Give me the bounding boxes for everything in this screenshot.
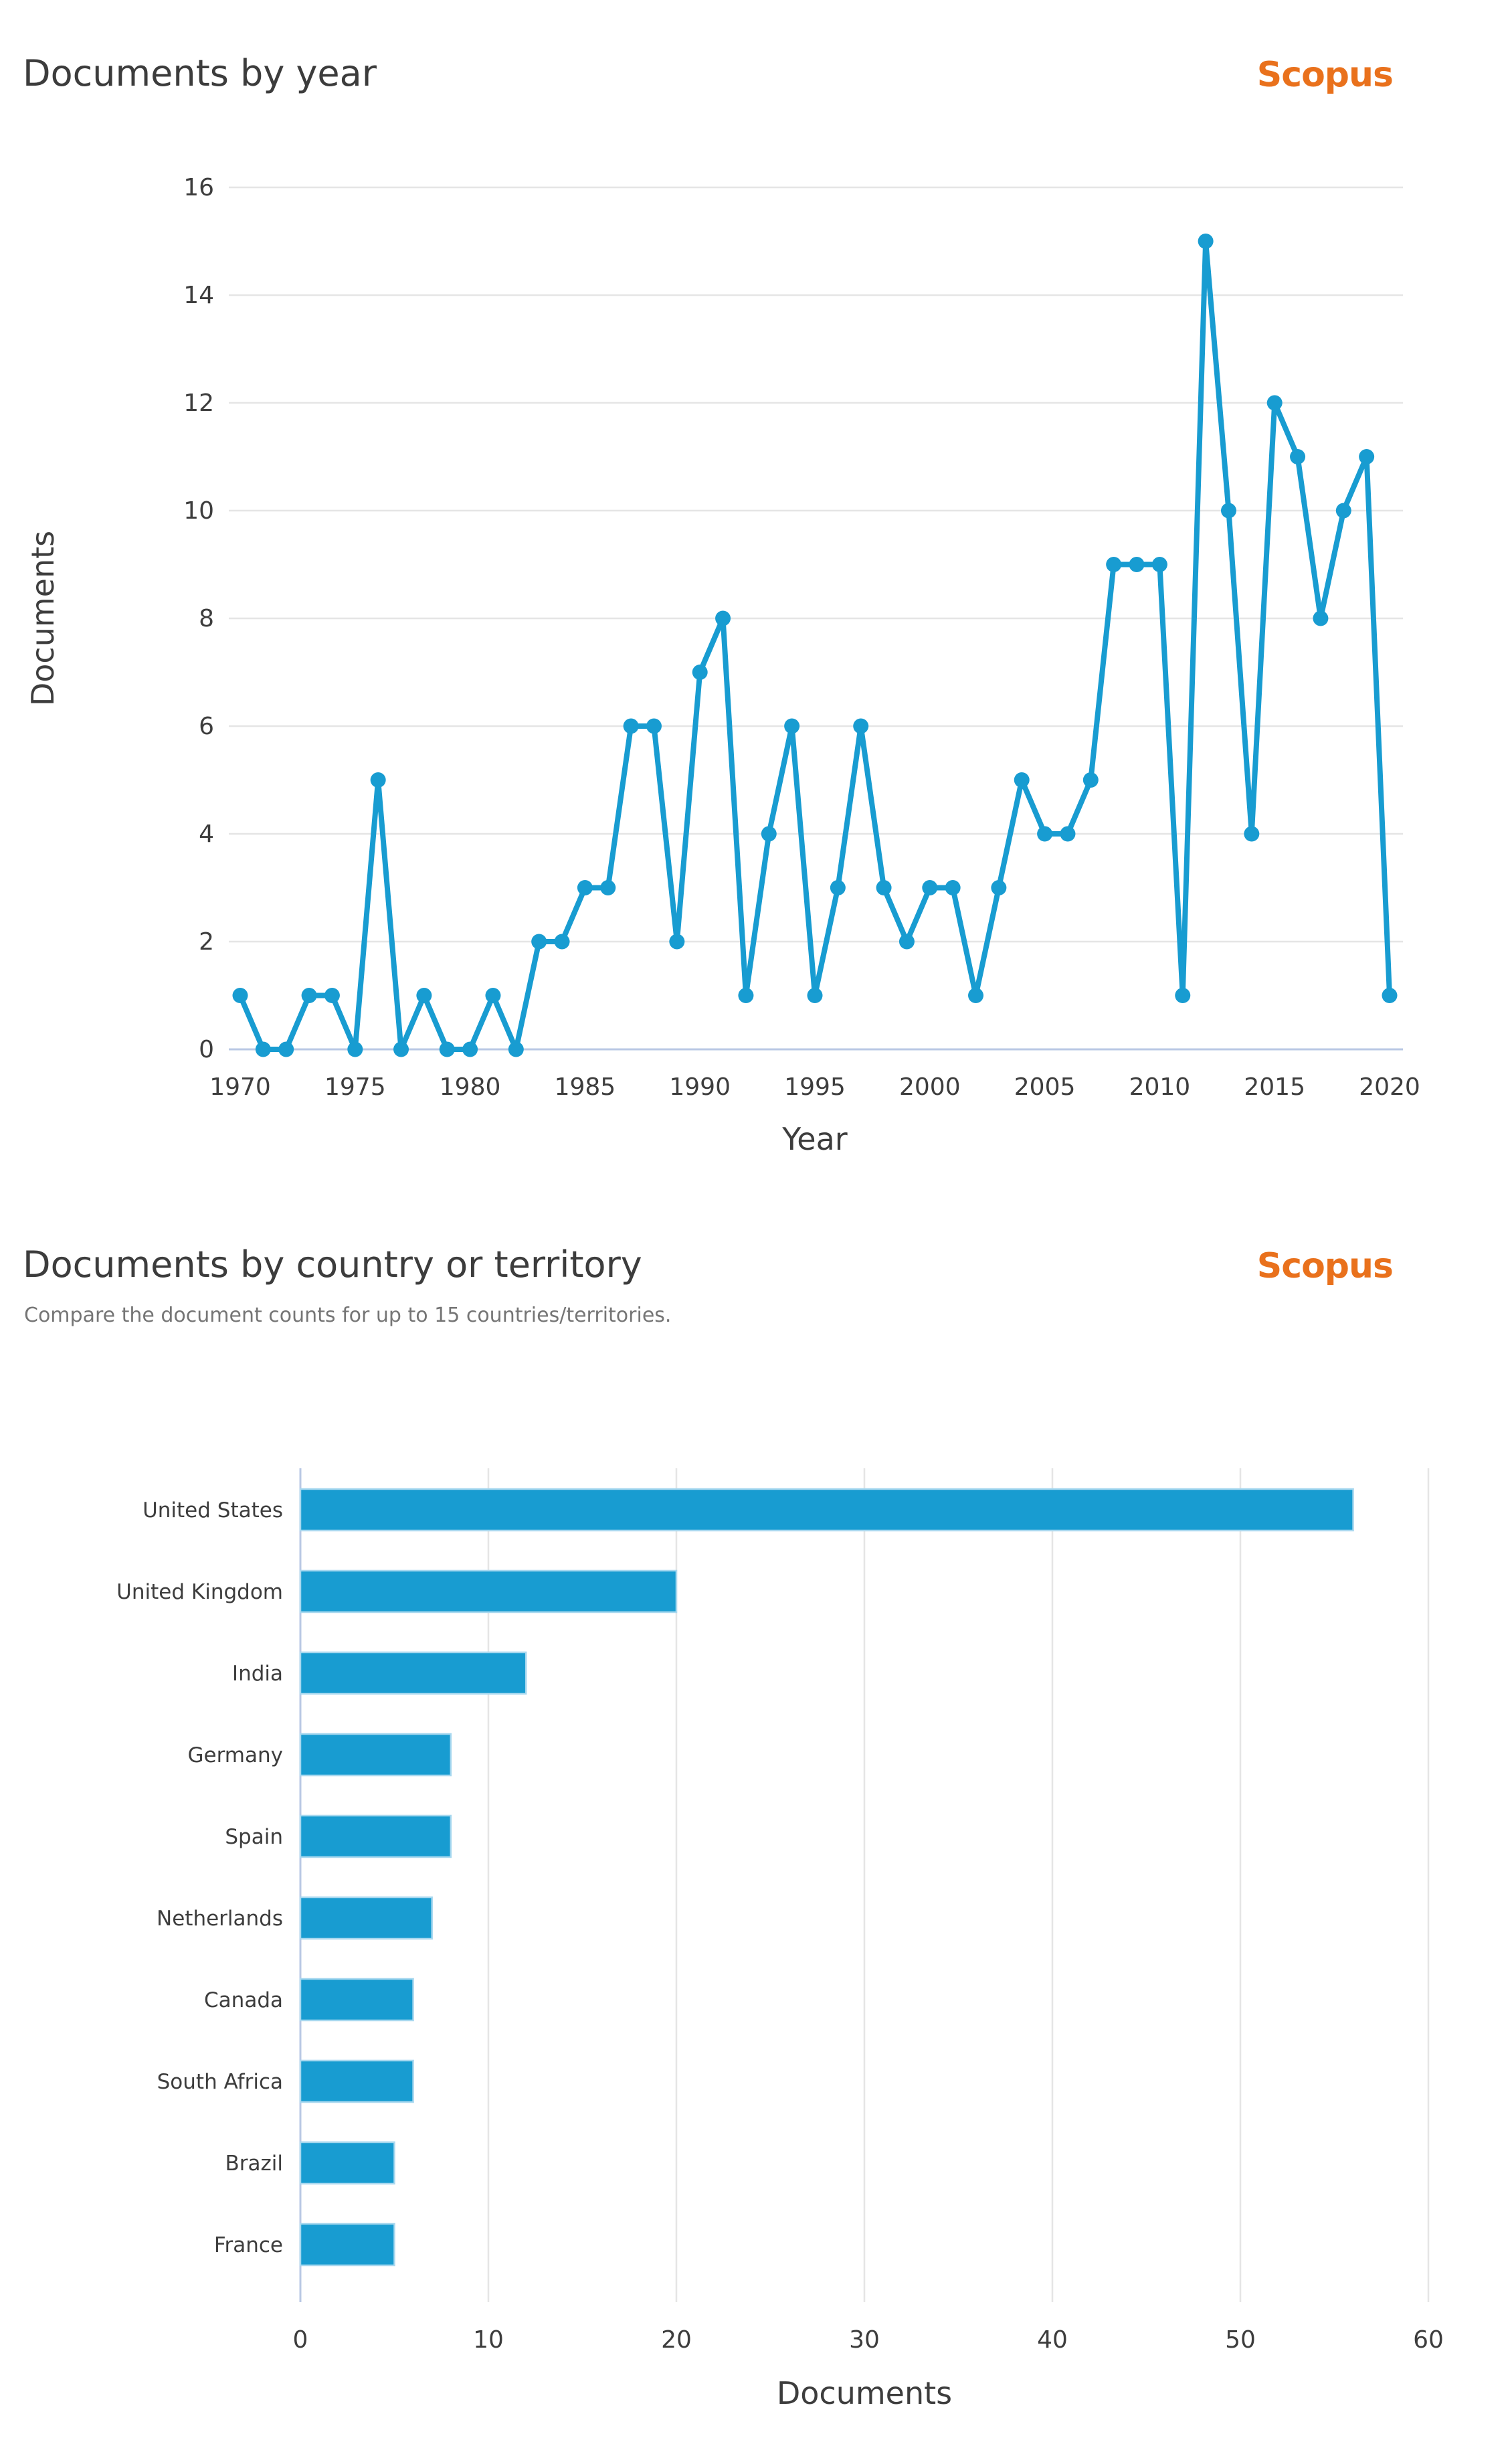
data-point-1999 — [899, 934, 915, 950]
data-point-1995 — [808, 988, 823, 1003]
data-point-1977 — [393, 1042, 409, 1057]
x-tick-label: 1985 — [554, 1073, 616, 1101]
x-tick-label: 2020 — [1359, 1073, 1420, 1101]
bar-canada — [300, 1979, 413, 2020]
data-point-1972 — [278, 1042, 294, 1057]
documents-line-series — [240, 242, 1390, 1050]
bar-united-states — [300, 1489, 1353, 1531]
x-tick-label: 50 — [1225, 2326, 1256, 2354]
bar-united-kingdom — [300, 1571, 676, 1612]
y-tick-label: 0 — [199, 1036, 214, 1063]
y-tick-label: 10 — [183, 497, 214, 525]
data-point-1992 — [738, 988, 753, 1003]
category-label: Canada — [204, 1988, 283, 2012]
x-tick-label: 2010 — [1129, 1073, 1191, 1101]
bar-germany — [300, 1734, 451, 1775]
x-axis-label: Documents — [776, 2375, 953, 2411]
scopus-logo: Scopus — [1256, 1246, 1393, 1286]
x-tick-label: 2015 — [1244, 1073, 1306, 1101]
data-point-2001 — [945, 880, 961, 895]
y-axis-label: Documents — [25, 530, 61, 707]
data-point-1985 — [577, 880, 593, 895]
category-label: Germany — [187, 1743, 283, 1767]
x-tick-label: 40 — [1037, 2326, 1068, 2354]
documents-by-year-chart — [0, 0, 1512, 1191]
data-point-2004 — [1014, 772, 1030, 788]
data-point-1998 — [876, 880, 892, 895]
data-point-2017 — [1313, 611, 1328, 626]
bar-south-africa — [300, 2061, 413, 2102]
x-axis-label: Year — [782, 1121, 848, 1157]
data-point-1987 — [624, 719, 639, 734]
data-point-1978 — [416, 988, 432, 1003]
category-label: France — [213, 2233, 283, 2257]
category-label: Spain — [225, 1825, 283, 1849]
data-point-2014 — [1244, 826, 1259, 842]
documents-by-country-subtitle: Compare the document counts for up to 15 countries/territories. — [24, 1304, 672, 1327]
y-tick-label: 6 — [199, 713, 214, 740]
data-point-2018 — [1336, 503, 1351, 519]
x-tick-label: 20 — [661, 2326, 692, 2354]
data-point-2009 — [1129, 557, 1145, 572]
scopus-logo: Scopus — [1256, 55, 1393, 95]
data-point-1973 — [302, 988, 317, 1003]
y-tick-label: 4 — [199, 820, 214, 848]
data-point-1974 — [324, 988, 340, 1003]
category-label: United Kingdom — [116, 1580, 283, 1604]
data-point-1984 — [555, 934, 570, 950]
x-tick-label: 10 — [473, 2326, 504, 2354]
data-point-1981 — [485, 988, 500, 1003]
x-tick-label: 1970 — [209, 1073, 271, 1101]
data-point-2006 — [1060, 826, 1075, 842]
data-point-1976 — [371, 772, 386, 788]
data-point-1997 — [853, 719, 868, 734]
data-point-1988 — [646, 719, 662, 734]
bar-spain — [300, 1816, 451, 1857]
x-tick-label: 1995 — [784, 1073, 846, 1101]
documents-by-year-title: Documents by year — [23, 52, 377, 94]
data-point-2010 — [1152, 557, 1167, 572]
data-point-2003 — [991, 880, 1006, 895]
data-point-2015 — [1267, 396, 1283, 411]
x-tick-label: 1990 — [669, 1073, 731, 1101]
bar-brazil — [300, 2142, 395, 2184]
data-point-2019 — [1359, 449, 1374, 464]
data-point-2012 — [1198, 234, 1214, 249]
data-point-2013 — [1221, 503, 1236, 519]
data-point-1983 — [531, 934, 547, 950]
y-tick-label: 8 — [199, 605, 214, 632]
data-point-1979 — [440, 1042, 455, 1057]
bar-france — [300, 2224, 395, 2265]
data-point-2008 — [1106, 557, 1121, 572]
data-point-2000 — [922, 880, 937, 895]
data-point-1980 — [462, 1042, 478, 1057]
data-point-1989 — [669, 934, 684, 950]
y-tick-label: 14 — [183, 282, 214, 309]
category-label: Brazil — [225, 2152, 283, 2176]
bar-india — [300, 1652, 526, 1694]
x-tick-label: 1975 — [324, 1073, 386, 1101]
data-point-2007 — [1083, 772, 1099, 788]
bar-netherlands — [300, 1897, 432, 1939]
data-point-2005 — [1037, 826, 1052, 842]
data-point-1991 — [715, 611, 731, 626]
data-point-2011 — [1175, 988, 1190, 1003]
data-point-2016 — [1290, 449, 1305, 464]
data-point-1994 — [784, 719, 799, 734]
x-tick-label: 2005 — [1014, 1073, 1076, 1101]
x-tick-label: 2000 — [899, 1073, 961, 1101]
data-point-1971 — [256, 1042, 271, 1057]
data-point-1975 — [347, 1042, 363, 1057]
category-label: Netherlands — [157, 1907, 283, 1931]
documents-by-country-title: Documents by country or territory — [23, 1243, 642, 1286]
data-point-1996 — [830, 880, 846, 895]
data-point-1982 — [508, 1042, 524, 1057]
x-tick-label: 60 — [1413, 2326, 1444, 2354]
data-point-1986 — [600, 880, 616, 895]
data-point-1990 — [692, 665, 708, 680]
category-label: United States — [143, 1498, 283, 1522]
data-point-2020 — [1382, 988, 1398, 1003]
data-point-2002 — [968, 988, 983, 1003]
y-tick-label: 12 — [183, 389, 214, 417]
data-point-1993 — [761, 826, 777, 842]
data-point-1970 — [233, 988, 248, 1003]
y-tick-label: 16 — [183, 174, 214, 201]
x-tick-label: 1980 — [439, 1073, 501, 1101]
category-label: India — [231, 1662, 283, 1686]
x-tick-label: 0 — [292, 2326, 308, 2354]
x-tick-label: 30 — [849, 2326, 880, 2354]
y-tick-label: 2 — [199, 928, 214, 956]
category-label: South Africa — [157, 2070, 283, 2094]
documents-by-country-chart — [0, 1439, 1512, 2440]
